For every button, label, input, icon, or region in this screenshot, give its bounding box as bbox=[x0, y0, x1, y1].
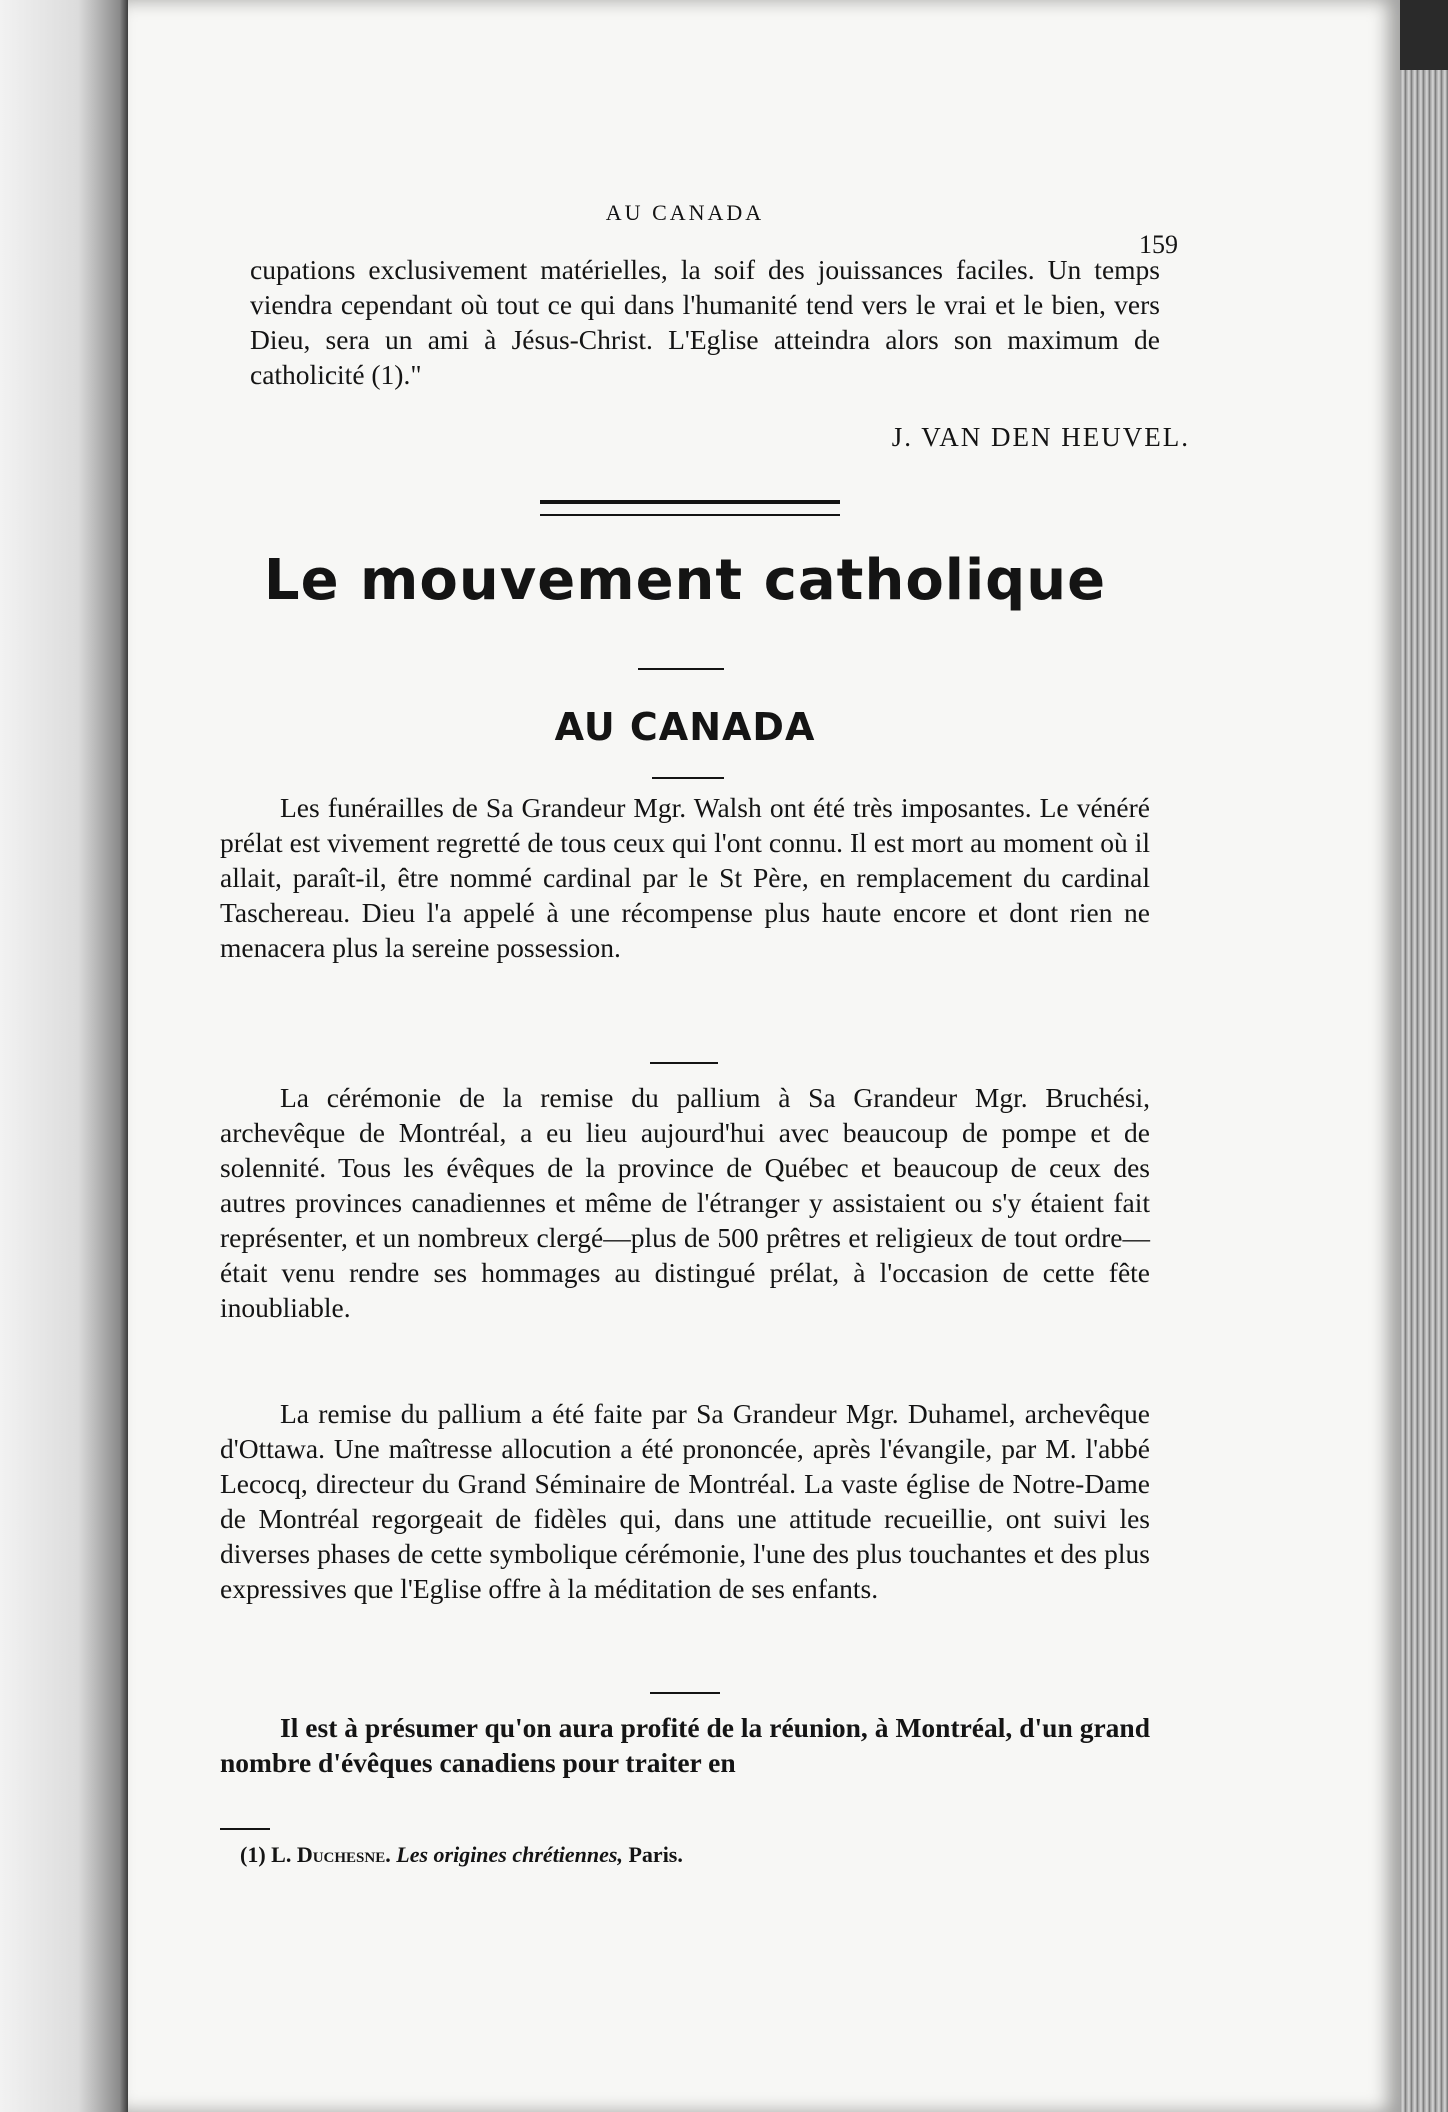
footnote-place: Paris. bbox=[628, 1842, 683, 1867]
article-title: Le mouvement catholique bbox=[263, 548, 1107, 613]
paragraph-separator-rule bbox=[650, 1692, 720, 1694]
paragraph-remise: La remise du pallium a été faite par Sa Grandeur Mgr. Duhamel, archevêque d'Ottawa. Une maîtresse allocution a été prononcée, après l'évangile, par M. l'abbé Lecocq, directeur du Grand Séminaire de Montréal. La vaste église de Notre-Dame de Montréal regorgeait de fidèles qui, dans une attitude recueillie, ont suivi les diverses phases de cette symbolique cérémonie, l'une des plus touchantes et des plus expressives que l'Eglise offre à la méditation de ses enfants. bbox=[220, 1398, 1150, 1604]
article-subtitle: AU CANADA bbox=[554, 705, 816, 749]
paragraph-pallium: La cérémonie de la remise du pallium à Sa Grandeur Mgr. Bruchési, archevêque de Montréal, a eu lieu aujourd'hui avec beaucoup de pompe et de solennité. Tous les évêques de la province de Québec et beaucoup de ceux des autres provinces canadiennes et même de l'étranger y assistaient ou s'y étaient fait représenter, et un nombreux clergé—plus de 500 prêtres et religieux de tout ordre—était venu rendre ses hommages au distingué prélat, à l'occasion de cette fête inoubliable. bbox=[220, 1082, 1150, 1323]
author-signature: J. VAN DEN HEUVEL. bbox=[891, 422, 1190, 452]
footnote-work: Les origines chrétiennes, bbox=[396, 1842, 623, 1867]
section-double-rule bbox=[540, 500, 840, 516]
running-head: AU CANADA bbox=[605, 200, 765, 225]
footnote bbox=[240, 1842, 1140, 1868]
paragraph-reunion: Il est à présumer qu'on aura profité de la réunion, à Montréal, d'un grand nombre d'évêques canadiens pour traiter en bbox=[220, 1712, 1150, 1778]
footnote-marker: (1) bbox=[240, 1842, 266, 1867]
scan-left-margin bbox=[0, 0, 130, 2112]
paragraph-separator-rule bbox=[650, 1062, 718, 1064]
book-page-edges bbox=[1400, 70, 1448, 2112]
scan-top-right-corner bbox=[1400, 0, 1448, 70]
continuation-paragraph: cupations exclusivement matérielles, la soif des jouissances faciles. Un temps viendra cependant où tout ce qui dans l'humanité tend vers le vrai et le bien, vers Dieu, sera un ami à Jésus-Christ. L'Eglise atteindra alors son maximum de catholicité (1)." bbox=[250, 254, 1160, 390]
footnote-author: L. Duchesne. bbox=[271, 1842, 391, 1867]
page-number: 159 bbox=[1139, 230, 1178, 259]
paragraph-funerailles: Les funérailles de Sa Grandeur Mgr. Walsh ont été très imposantes. Le vénéré prélat est vivement regretté de tous ceux qui l'ont connu. Il est mort au moment où il allait, paraît-il, être nommé cardinal par le St Père, en remplacement du cardinal Taschereau. Dieu l'a appelé à une récompense plus haute encore et dont rien ne menacera plus la sereine possession. bbox=[220, 792, 1150, 963]
footnote-rule bbox=[220, 1828, 270, 1830]
subtitle-rule bbox=[652, 777, 724, 779]
title-rule bbox=[638, 668, 724, 670]
